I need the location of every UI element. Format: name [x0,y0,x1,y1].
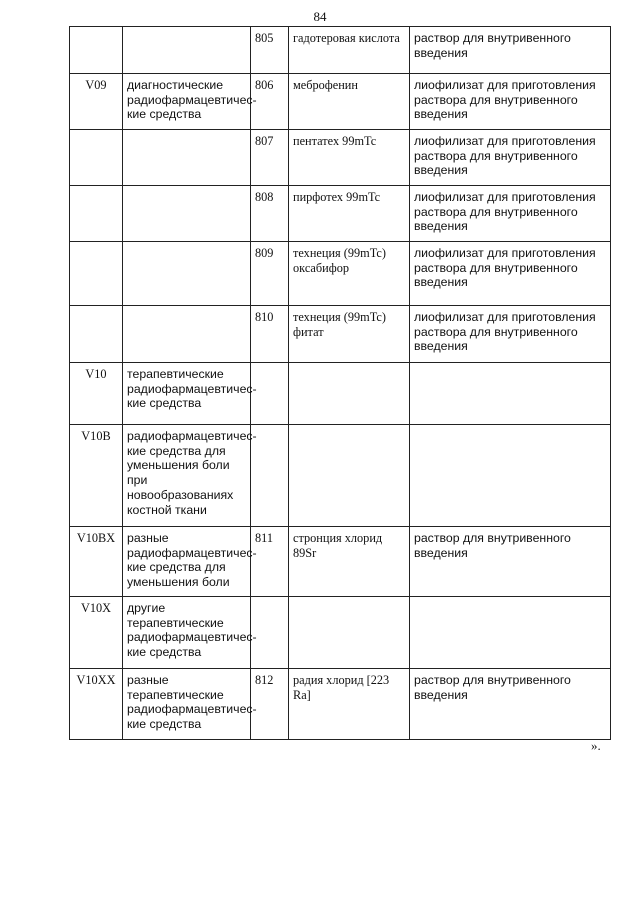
anatomical-group: диагностические радиофармацевтичес-кие средства [123,74,251,130]
table-row [70,425,611,527]
dosage-form [410,425,611,527]
anatomical-group: разные терапевтические радиофармацевтичес-кие средства [123,669,251,740]
row-number: 810 [251,306,289,363]
row-number: 809 [251,242,289,306]
drug-name: стронция хлорид 89Sr [289,527,410,597]
row-number: 805 [251,27,289,74]
atc-code: V10XX [70,669,123,740]
atc-code: V09 [70,74,123,130]
page-number: 84 [313,9,327,24]
drug-name: пентатех 99mTc [289,130,410,186]
atc-code: V10 [70,363,123,425]
drug-name: технеция (99mTc) оксабифор [289,242,410,306]
table-row [70,669,611,740]
drug-name: меброфенин [289,74,410,130]
dosage-form [410,597,611,669]
row-number: 807 [251,130,289,186]
anatomical-group: радиофармацевтичес-кие средства для уменьшения боли при новообразованиях костной ткани [123,425,251,527]
drug-name [289,425,410,527]
anatomical-group [123,130,251,186]
dosage-form: лиофилизат для приготовления раствора для внутривенного введения [410,74,611,130]
dosage-form: лиофилизат для приготовления раствора для внутривенного введения [410,186,611,242]
closing-quote-mark: ». [591,738,601,753]
anatomical-group [123,242,251,306]
drug-name: пирфотех 99mTc [289,186,410,242]
medication-table [69,26,611,740]
atc-code [70,27,123,74]
drug-name [289,597,410,669]
table-row [70,130,611,186]
row-number: 812 [251,669,289,740]
drug-name [289,363,410,425]
atc-code: V10BX [70,527,123,597]
table-row [70,306,611,363]
table-row [70,363,611,425]
dosage-form: лиофилизат для приготовления раствора для внутривенного введения [410,130,611,186]
table-body [70,27,611,740]
dosage-form: раствор для внутривенного введения [410,527,611,597]
atc-code [70,186,123,242]
anatomical-group [123,306,251,363]
dosage-form: раствор для внутривенного введения [410,669,611,740]
atc-code [70,242,123,306]
dosage-form: раствор для внутривенного введения [410,27,611,74]
drug-name: технеция (99mTc) фитат [289,306,410,363]
row-number: 811 [251,527,289,597]
table-row [70,597,611,669]
table-row [70,527,611,597]
dosage-form: лиофилизат для приготовления раствора для внутривенного введения [410,242,611,306]
anatomical-group: терапевтические радиофармацевтичес-кие средства [123,363,251,425]
anatomical-group: другие терапевтические радиофармацевтичес-кие средства [123,597,251,669]
drug-name: радия хлорид [223 Ra] [289,669,410,740]
anatomical-group [123,27,251,74]
atc-code: V10B [70,425,123,527]
row-number: 806 [251,74,289,130]
table-row [70,27,611,74]
dosage-form: лиофилизат для приготовления раствора для внутривенного введения [410,306,611,363]
table-row [70,74,611,130]
row-number: 808 [251,186,289,242]
table-row [70,242,611,306]
dosage-form [410,363,611,425]
anatomical-group: разные радиофармацевтичес-кие средства для уменьшения боли [123,527,251,597]
table-row [70,186,611,242]
atc-code [70,306,123,363]
atc-code [70,130,123,186]
anatomical-group [123,186,251,242]
drug-name: гадотеровая кислота [289,27,410,74]
atc-code: V10X [70,597,123,669]
